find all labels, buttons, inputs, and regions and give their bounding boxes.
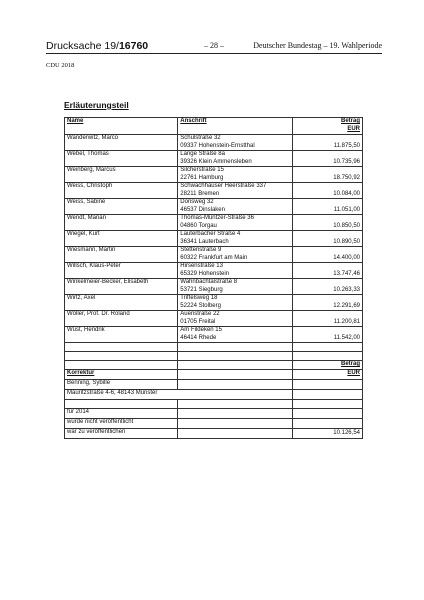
donor-address [178, 135, 292, 151]
donor-city: 60322 Frankfurt am Main [180, 254, 248, 261]
donation-amount: 10.850,50 [292, 215, 362, 231]
donor-name: Wanderwitz, Marco [65, 135, 178, 151]
donor-address [178, 151, 292, 167]
korrektur-address: Mauritzstraße 4-6, 48143 Münster [65, 389, 293, 399]
party-label: CDU 2018 [46, 62, 75, 69]
donor-city: 01705 Freital [180, 318, 216, 325]
donation-amount: 12.291,69 [292, 295, 362, 311]
donor-street: Am Fildeken 15 [180, 327, 222, 333]
donation-amount: 18.750,92 [292, 167, 362, 183]
doc-label: Drucksache 19/ [46, 40, 119, 52]
korrektur-year-row [65, 408, 363, 418]
korrektur-amount: 10.126,54 [292, 428, 362, 438]
donor-name: Wendt, Marian [65, 215, 178, 231]
korrektur-published-note: wurde nicht veröffentlicht [65, 418, 178, 428]
page-number: – 28 – [204, 41, 224, 50]
donor-address [178, 183, 292, 199]
donor-street: Dorisweg 32 [180, 199, 214, 205]
donor-address [178, 295, 292, 311]
donor-address [178, 231, 292, 247]
korrektur-to-publish-row [65, 428, 363, 438]
donor-city: 22761 Hamburg [180, 174, 224, 181]
column-header-address: Anschrift [178, 118, 292, 135]
donor-name: Weiss, Christoph [65, 183, 178, 199]
korrektur-to-publish-note: war zu veröffentlichen [65, 428, 178, 438]
table-row-empty [65, 352, 363, 361]
donation-amount: 11.542,00 [292, 327, 362, 343]
donation-amount: 10.735,96 [292, 151, 362, 167]
donations-table [64, 117, 363, 439]
korrektur-name-row [65, 379, 363, 389]
donor-city: 52224 Stolberg [180, 302, 221, 309]
donor-city: 46414 Rhede [180, 334, 217, 341]
donor-city: 65329 Hohenstein [180, 270, 229, 277]
korrektur-year: für 2014 [65, 408, 178, 418]
korrektur-address-row [65, 389, 363, 399]
table-row [65, 183, 363, 199]
donor-name: Wüst, Hendrik [65, 327, 178, 343]
donation-amount: 11.051,00 [292, 199, 362, 215]
donor-name: Wiegel, Kurt [65, 231, 178, 247]
table-row [65, 215, 363, 231]
donor-name: Willsch, Klaus-Peter [65, 263, 178, 279]
donor-name: Wiesmann, Martin [65, 247, 178, 263]
donor-street: Schwachhauser Heerstraße 337 [180, 183, 267, 189]
donor-city: 28211 Bremen [180, 190, 220, 197]
donor-name: Weiss, Sabine [65, 199, 178, 215]
donor-address [178, 167, 292, 183]
page-header [46, 40, 382, 52]
table-row-empty [65, 399, 363, 408]
table-row-empty [65, 343, 363, 352]
donor-street: Triftelsweg 18 [180, 295, 218, 301]
donor-street: Hirsenstraße 13 [180, 263, 223, 269]
donation-amount: 10.890,50 [292, 231, 362, 247]
korrektur-amount-header-row [65, 361, 363, 370]
donor-address [178, 215, 292, 231]
donation-amount: 11.875,50 [292, 135, 362, 151]
donor-city: 39326 Klein Ammensleben [180, 158, 252, 165]
donor-name: Wöller, Prof. Dr. Roland [65, 311, 178, 327]
donation-amount: 14.400,00 [292, 247, 362, 263]
donor-street: Lange Straße 8a [180, 151, 225, 157]
donor-address [178, 311, 292, 327]
donor-street: Schulstraße 32 [180, 135, 221, 141]
korrektur-title-row [65, 369, 363, 379]
document-number [46, 40, 148, 52]
table-row [65, 295, 363, 311]
donation-amount: 11.200,81 [292, 311, 362, 327]
table-row [65, 231, 363, 247]
amount-header-line2: EUR [347, 125, 360, 132]
donor-name: Weinberg, Marcus [65, 167, 178, 183]
donor-street: Stettenstraße 9 [180, 247, 222, 253]
donor-city: 53721 Siegburg [180, 286, 223, 293]
korrektur-published-row [65, 418, 363, 428]
korrektur-name: Benning, Sybille [65, 379, 178, 389]
donor-street: Auenstraße 22 [180, 311, 220, 317]
korrektur-amount-header-line2: EUR [292, 369, 362, 379]
column-header-amount [292, 118, 362, 135]
donation-amount: 10.263,33 [292, 279, 362, 295]
donor-address [178, 247, 292, 263]
donor-name: Wirtz, Axel [65, 295, 178, 311]
donor-street: Wahnbachtalstraße 8 [180, 279, 238, 285]
table-row [65, 247, 363, 263]
donor-address [178, 263, 292, 279]
column-header-name: Name [65, 118, 178, 135]
header-rule [46, 53, 382, 54]
donor-city: 46537 Dinslaken [180, 206, 225, 213]
table-row [65, 279, 363, 295]
amount-header-line1: Betrag [340, 118, 360, 124]
donation-amount: 13.747,46 [292, 263, 362, 279]
table-row [65, 263, 363, 279]
donor-address [178, 279, 292, 295]
table-row [65, 135, 363, 151]
korrektur-amount-header-line1: Betrag [340, 361, 360, 367]
table-row [65, 167, 363, 183]
donor-address [178, 327, 292, 343]
table-row [65, 327, 363, 343]
korrektur-title: Korrektur [65, 369, 178, 379]
donor-address [178, 199, 292, 215]
table-row [65, 151, 363, 167]
korrektur-amount-header [292, 361, 362, 370]
doc-number: 16760 [118, 40, 149, 52]
donor-name: Webel, Thomas [65, 151, 178, 167]
table-row [65, 199, 363, 215]
donor-name: Winkelmeier-Becker, Elisabeth [65, 279, 178, 295]
table-header-row [65, 118, 363, 135]
donor-street: Lauterbacher Straße 4 [180, 231, 241, 237]
table-row [65, 311, 363, 327]
donor-street: Thomas-Müntzer-Straße 36 [180, 215, 254, 221]
section-title: Erläuterungsteil [64, 100, 129, 110]
donation-amount: 10.084,00 [292, 183, 362, 199]
publisher: Deutscher Bundestag – 19. Wahlperiode [253, 41, 382, 50]
donor-city: 36341 Lauterbach [180, 238, 229, 245]
donor-city: 09337 Hohenstein-Ernstthal [180, 142, 255, 149]
donor-city: 04860 Torgau [180, 222, 217, 229]
donor-street: Silcherstraße 15 [180, 167, 224, 173]
